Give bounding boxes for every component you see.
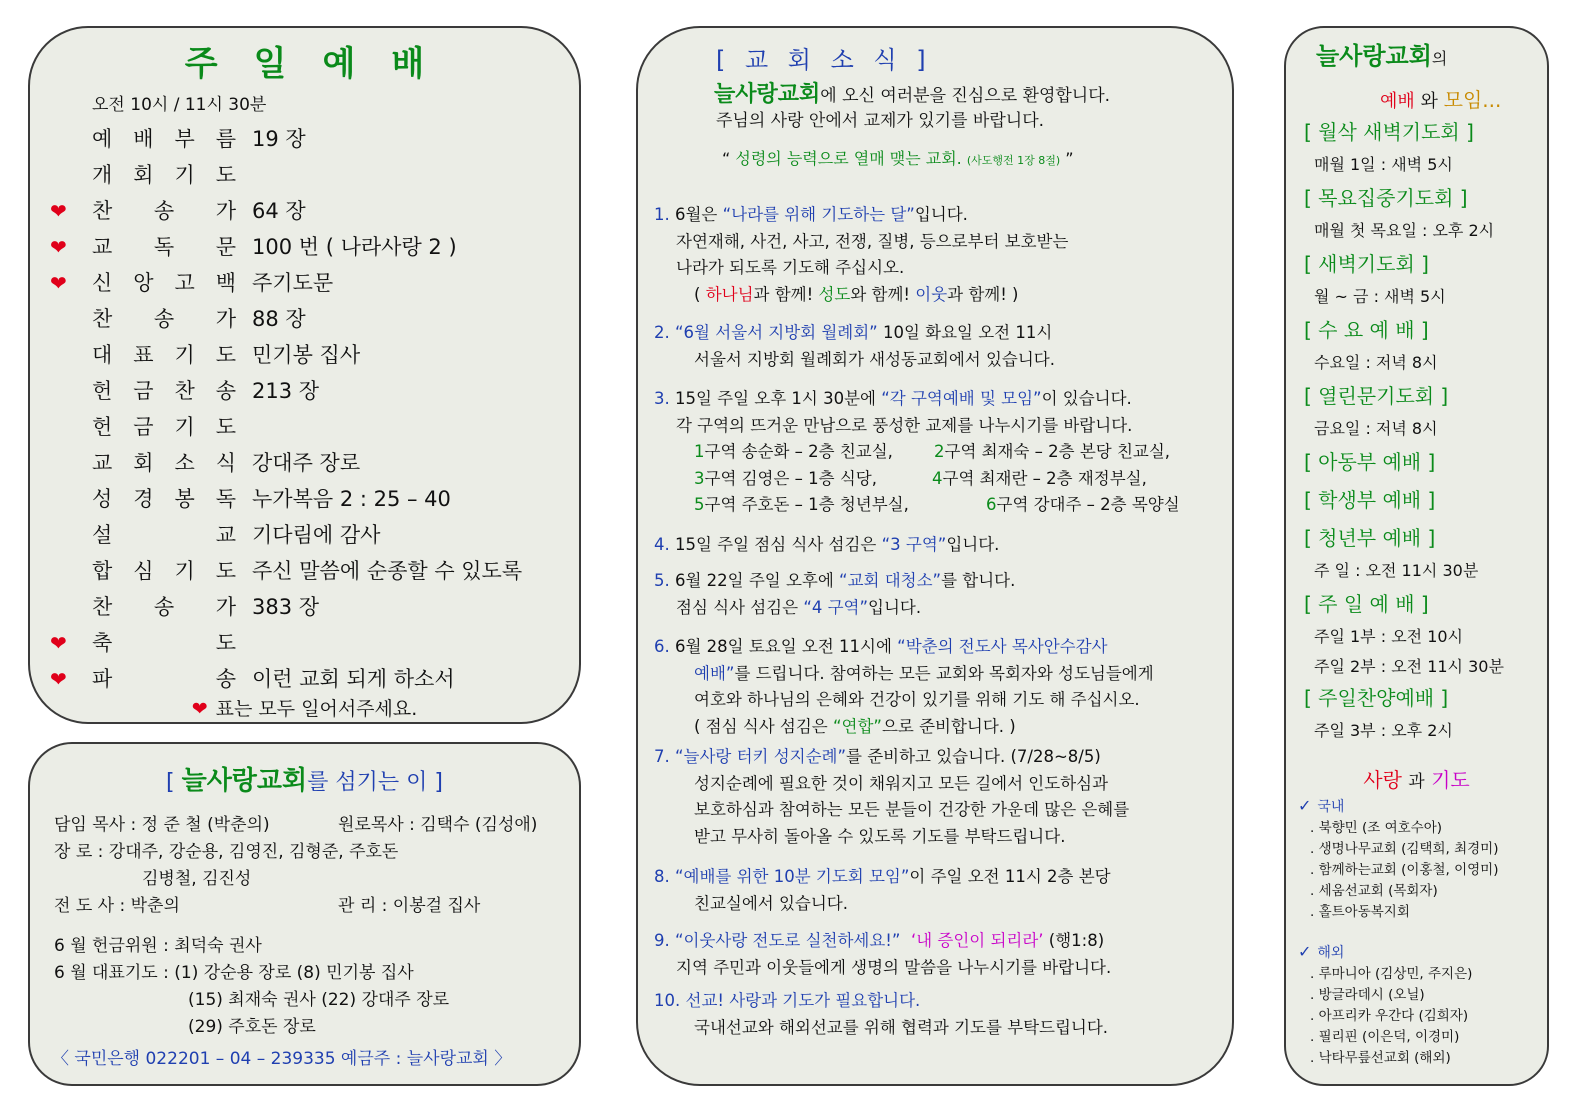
motto-ref: (사도행전 1장 8절) xyxy=(966,154,1061,167)
worship-order-row xyxy=(30,589,579,625)
worship-order-panel xyxy=(28,26,581,724)
meeting-time: 수요일 : 저녁 8시 xyxy=(1314,353,1438,372)
news-highlight: 예배” xyxy=(694,663,735,683)
zone-text: 구역 최재란 – 2층 재정부실, xyxy=(942,468,1147,488)
mission-item: . 함께하는교회 (이홍철, 이영미) xyxy=(1310,862,1499,878)
offering-committee: 6 월 헌금위원 : 최덕숙 권사 xyxy=(54,936,262,956)
heart-icon: ❤ xyxy=(50,199,67,223)
news-text: ( 점심 식사 섬김은 xyxy=(694,716,833,736)
servants-title-post: 를 섬기는 이 ] xyxy=(307,770,443,795)
order-label: 교 회 소 식 xyxy=(92,451,236,475)
heart-icon: ❤ xyxy=(50,667,67,691)
order-value: 민기봉 집사 xyxy=(252,343,361,367)
order-label: 대 표 기 도 xyxy=(92,343,236,367)
worship-order-list xyxy=(30,121,579,697)
manager: 관 리 : 이봉걸 집사 xyxy=(338,896,481,916)
order-value: 누가복음 2 : 25 – 40 xyxy=(252,487,451,511)
elders-line-2: 김병철, 김진성 xyxy=(142,869,252,889)
news-text: 15일 주일 오후 1시 30분에 xyxy=(675,389,882,408)
sub-meeting: 모임... xyxy=(1443,88,1502,112)
news-text: 으로 준비합니다. ) xyxy=(881,716,1016,736)
pray-love: 사랑 xyxy=(1363,768,1402,792)
news-num: 7. xyxy=(654,747,670,766)
order-value: 기다림에 감사 xyxy=(252,523,381,547)
news-text: 자연재해, 사건, 사고, 전쟁, 질병, 등으로부터 보호받는 xyxy=(676,231,1069,251)
worship-time: 오전 10시 / 11시 30분 xyxy=(92,95,267,115)
motto-text: 성령의 능력으로 열매 맺는 교회. xyxy=(735,149,962,168)
worship-order-row xyxy=(30,373,579,409)
meetings-panel xyxy=(1284,26,1549,1086)
check-icon: ✓ xyxy=(1298,796,1312,815)
zone-num: 5 xyxy=(694,495,705,514)
news-text: 친교실에서 있습니다. xyxy=(694,893,848,913)
elder-pastor: 원로목사 : 김택수 (김성애) xyxy=(338,815,538,835)
heart-icon: ❤ xyxy=(50,631,67,655)
news-text: 6월은 xyxy=(675,205,723,224)
order-label: 설 교 xyxy=(92,523,236,547)
overseas-missions xyxy=(1310,964,1472,1069)
news-highlight: “이웃사랑 전도로 실천하세요!” xyxy=(675,931,901,950)
meeting-heading: [ 아동부 예배 ] xyxy=(1304,450,1436,474)
order-label: 헌 금 찬 송 xyxy=(92,379,236,403)
news-text: 보호하심과 참여하는 모든 분들이 건강한 가운데 많은 은혜를 xyxy=(694,800,1130,819)
mission-item: . 생명나무교회 (김택희, 최경미) xyxy=(1310,841,1499,857)
standing-note xyxy=(30,694,579,721)
news-text: 와 함께! xyxy=(850,284,916,304)
meeting-time: 주일 2부 : 오전 11시 30분 xyxy=(1314,657,1504,676)
meeting-heading: [ 주일찬양예배 ] xyxy=(1304,686,1449,710)
bank-account: 〈 국민은행 022201 – 04 – 239335 예금주 : 늘사랑교회 〉 xyxy=(52,1049,512,1069)
news-text: 여호와 하나님의 은혜와 건강이 있기를 위해 기도 해 주십시오. xyxy=(694,690,1140,709)
news-highlight: “박춘의 전도사 목사안수감사 xyxy=(897,637,1108,656)
news-text: 6월 22일 주일 오후에 xyxy=(675,571,840,590)
news-text: 입니다. xyxy=(914,205,968,224)
order-value: 88 장 xyxy=(252,307,306,331)
meetings-brand xyxy=(1316,36,1447,71)
news-item-9 xyxy=(654,928,1111,981)
meeting-heading: [ 주 일 예 배 ] xyxy=(1304,592,1429,616)
order-value: 강대주 장로 xyxy=(252,451,361,475)
news-text: 받고 무사히 돌아올 수 있도록 기도를 부탁드립니다. xyxy=(694,826,1066,846)
worship-order-row xyxy=(30,553,579,589)
order-label: 찬 송 가 xyxy=(92,595,236,619)
meeting-time: 금요일 : 저녁 8시 xyxy=(1314,419,1438,438)
worship-order-row xyxy=(30,517,579,553)
news-highlight: “6월 서울서 지방회 월례회” xyxy=(675,323,878,342)
zone-num: 1 xyxy=(694,442,705,461)
worship-order-row xyxy=(30,157,579,193)
news-text: 15일 주일 점심 식사 섬김은 xyxy=(675,535,882,554)
meeting-time: 주일 3부 : 오후 2시 xyxy=(1314,721,1453,740)
news-num: 8. xyxy=(654,867,670,886)
news-highlight: 이웃 xyxy=(915,284,948,304)
welcome-line-1: 에 오신 여러분을 진심으로 환영합니다. xyxy=(820,86,1111,106)
meetings-brand-suffix: 의 xyxy=(1431,49,1448,68)
news-num: 2. xyxy=(654,323,670,342)
news-item-3 xyxy=(654,386,1180,519)
meeting-heading: [ 학생부 예배 ] xyxy=(1304,488,1436,512)
prayer-line-2: (15) 최재숙 권사 (22) 강대주 장로 xyxy=(188,990,450,1010)
meeting-time: 주일 1부 : 오전 10시 xyxy=(1314,627,1464,646)
servants-title-brand: 늘사랑교회 xyxy=(181,766,308,796)
order-label: 파 송 xyxy=(92,667,236,691)
standing-note-text: 표는 모두 일어서주세요. xyxy=(215,698,418,720)
heart-icon: ❤ xyxy=(50,235,67,259)
worship-order-row xyxy=(30,301,579,337)
zone-num: 6 xyxy=(986,495,997,514)
love-and-prayer-title xyxy=(1286,764,1547,793)
news-highlight: “나라를 위해 기도하는 달” xyxy=(722,205,915,224)
news-num: 10. xyxy=(654,991,681,1010)
worship-order-row xyxy=(30,625,579,661)
mission-item: . 세움선교회 (목회자) xyxy=(1310,883,1438,899)
mission-item: . 아프리카 우간다 (김희자) xyxy=(1310,1008,1469,1024)
news-num: 1. xyxy=(654,205,670,224)
news-text: 성지순례에 필요한 것이 채워지고 모든 길에서 인도하심과 xyxy=(694,773,1109,793)
meetings-brand-text: 늘사랑교회 xyxy=(1316,42,1432,70)
news-text: 점심 식사 섬김은 xyxy=(676,597,804,617)
zone-row-2 xyxy=(654,466,1147,493)
overseas-label xyxy=(1298,942,1344,962)
worship-order-row xyxy=(30,193,579,229)
domestic-missions xyxy=(1310,818,1498,923)
news-highlight: 하나님 xyxy=(705,284,754,304)
welcome-line-2: 주님의 사랑 안에서 교제가 있기를 바랍니다. xyxy=(716,111,1045,131)
servants-title xyxy=(30,760,579,797)
news-title: [ 교 회 소 식 ] xyxy=(716,46,932,74)
meeting-time: 매월 1일 : 새벽 5시 xyxy=(1314,155,1453,174)
news-text: 이 주일 오전 11시 2층 본당 xyxy=(909,867,1111,886)
news-item-2 xyxy=(654,320,1055,373)
worship-order-row xyxy=(30,337,579,373)
zone-num: 3 xyxy=(694,468,705,488)
worship-title: 주일예배 xyxy=(184,44,461,84)
news-item-10 xyxy=(654,988,1108,1041)
news-text: ( xyxy=(694,284,706,304)
news-num: 5. xyxy=(654,571,670,590)
zone-num: 2 xyxy=(934,442,945,461)
sub-worship: 예배 xyxy=(1380,91,1415,112)
servants-panel xyxy=(28,742,581,1086)
news-text: 국내선교와 해외선교를 위해 협력과 기도를 부탁드립니다. xyxy=(694,1017,1109,1037)
news-highlight: “늘사랑 터키 성지순례” xyxy=(675,747,847,766)
mission-item: . 북향민 (조 여호수아) xyxy=(1310,820,1443,836)
mission-item: . 낙타무릎선교회 (해외) xyxy=(1310,1050,1451,1066)
news-item-7 xyxy=(654,744,1129,850)
zone-text: 구역 최재숙 – 2층 본당 친교실, xyxy=(944,442,1171,461)
news-text: 를 드립니다. 참여하는 모든 교회와 목회자와 성도님들에게 xyxy=(734,663,1154,683)
meeting-heading: [ 월삭 새벽기도회 ] xyxy=(1304,120,1474,144)
meeting-heading: [ 청년부 예배 ] xyxy=(1304,526,1436,550)
order-value: 이런 교회 되게 하소서 xyxy=(252,667,455,691)
order-value: 19 장 xyxy=(252,127,306,151)
zone-row-3 xyxy=(654,492,1180,519)
news-text: 를 합니다. xyxy=(941,571,1016,590)
worship-order-row xyxy=(30,229,579,265)
meeting-heading: [ 열린문기도회 ] xyxy=(1304,384,1449,408)
zone-row-1 xyxy=(654,439,1171,466)
meeting-heading: [ 목요집중기도회 ] xyxy=(1304,186,1468,210)
motto-verse: “ 성령의 능력으로 열매 맺는 교회. (사도행전 1장 8절) ” xyxy=(722,149,1074,168)
check-icon: ✓ xyxy=(1298,942,1312,961)
news-highlight: “교회 대청소” xyxy=(839,571,942,590)
domestic-label xyxy=(1298,796,1344,816)
news-text: 이 있습니다. xyxy=(1041,389,1132,408)
welcome-message xyxy=(714,82,1110,134)
order-value: 213 장 xyxy=(252,379,320,403)
news-item-5 xyxy=(654,568,1015,621)
meeting-heading: [ 수 요 예 배 ] xyxy=(1304,318,1429,342)
news-highlight: “각 구역예배 및 모임” xyxy=(881,389,1042,408)
zone-text: 구역 송순화 – 2층 친교실, xyxy=(704,442,893,461)
zone-num: 4 xyxy=(932,468,943,488)
order-label: 신 앙 고 백 xyxy=(92,271,236,295)
order-label: 축 도 xyxy=(92,631,236,655)
news-item-4 xyxy=(654,532,999,559)
news-num: 9. xyxy=(654,931,670,950)
order-value: 100 번 ( 나라사랑 2 ) xyxy=(252,235,457,259)
mission-item: . 필리핀 (이은덕, 이경미) xyxy=(1310,1029,1460,1045)
news-text: 과 함께! ) xyxy=(947,284,1019,304)
order-label: 교 독 문 xyxy=(92,235,236,259)
senior-pastor: 담임 목사 : 정 준 철 (박춘의) xyxy=(54,815,270,835)
worship-order-row xyxy=(30,265,579,301)
news-text: (행1:8) xyxy=(1043,931,1105,950)
news-num: 3. xyxy=(654,389,670,408)
order-label: 찬 송 가 xyxy=(92,307,236,331)
news-item-1 xyxy=(654,202,1068,308)
news-text: 입니다. xyxy=(868,597,922,617)
news-text: 지역 주민과 이웃들에게 생명의 말씀을 나누시기를 바랍니다. xyxy=(676,957,1112,977)
meeting-time: 매월 첫 목요일 : 오후 2시 xyxy=(1314,221,1495,240)
news-text: 과 함께! xyxy=(753,284,819,304)
prayer-line-1: 6 월 대표기도 : (1) 강순용 장로 (8) 민기봉 집사 xyxy=(54,963,414,983)
worship-order-row xyxy=(30,445,579,481)
meeting-time: 월 ~ 금 : 새벽 5시 xyxy=(1314,287,1446,306)
order-label: 성 경 봉 독 xyxy=(92,487,236,511)
overseas-label-text: 해외 xyxy=(1317,945,1345,961)
news-highlight: 선교! 사랑과 기도가 필요합니다. xyxy=(685,991,921,1010)
news-highlight: “예배를 위한 10분 기도회 모임” xyxy=(675,867,910,886)
order-label: 개 회 기 도 xyxy=(92,163,236,187)
meeting-heading: [ 새벽기도회 ] xyxy=(1304,252,1429,276)
news-text: 6월 28일 토요일 오전 11시에 xyxy=(675,637,898,656)
sub-and: 와 xyxy=(1420,91,1438,112)
news-text: 10일 화요일 오전 11시 xyxy=(877,323,1053,342)
news-text: 나라가 되도록 기도해 주십시오. xyxy=(676,258,905,277)
domestic-label-text: 국내 xyxy=(1317,799,1345,815)
evangelist: 전 도 사 : 박춘의 xyxy=(54,896,180,916)
zone-text: 구역 김영은 – 1층 식당, xyxy=(704,468,877,488)
order-value: 64 장 xyxy=(252,199,306,223)
order-label: 예 배 부 름 xyxy=(92,127,236,151)
order-label: 합 심 기 도 xyxy=(92,559,236,583)
news-highlight: “3 구역” xyxy=(881,535,947,554)
news-text: 각 구역의 뜨거운 만남으로 풍성한 교제를 나누시기를 바랍니다. xyxy=(676,415,1133,435)
order-label: 찬 송 가 xyxy=(92,199,236,223)
news-item-8 xyxy=(654,864,1111,917)
heart-icon: ❤ xyxy=(191,698,208,720)
order-value: 383 장 xyxy=(252,595,320,619)
heart-icon: ❤ xyxy=(50,271,67,295)
news-highlight: 성도 xyxy=(818,284,851,304)
news-num: 6. xyxy=(654,637,670,656)
mission-item: . 루마니아 (김상민, 주지은) xyxy=(1310,966,1473,982)
news-item-6 xyxy=(654,634,1154,740)
pray-prayer: 기도 xyxy=(1431,768,1470,792)
order-value: 주신 말씀에 순종할 수 있도록 xyxy=(252,559,523,583)
mission-item: . 홀트아동복지회 xyxy=(1310,904,1410,920)
news-text: 입니다. xyxy=(946,535,1000,554)
news-text xyxy=(654,282,1068,309)
news-num: 4. xyxy=(654,535,670,554)
meeting-time: 주 일 : 오전 11시 30분 xyxy=(1314,561,1479,580)
news-highlight: “연합” xyxy=(833,716,882,736)
worship-order-row xyxy=(30,661,579,697)
worship-order-row xyxy=(30,481,579,517)
servants-title-pre: [ xyxy=(166,770,182,795)
welcome-brand: 늘사랑교회 xyxy=(714,82,821,107)
news-highlight: “4 구역” xyxy=(803,597,869,617)
news-highlight: ‘내 증인이 되리라’ xyxy=(910,931,1044,950)
mission-item: . 방글라데시 (오닐) xyxy=(1310,987,1425,1003)
pray-and: 과 xyxy=(1408,772,1425,792)
prayer-line-3: (29) 주호돈 장로 xyxy=(188,1017,316,1037)
meetings-subtitle xyxy=(1380,84,1501,113)
order-label: 헌 금 기 도 xyxy=(92,415,236,439)
order-value: 주기도문 xyxy=(252,271,334,295)
worship-order-row xyxy=(30,409,579,445)
elders-line-1: 장 로 : 강대주, 강순용, 김영진, 김형준, 주호돈 xyxy=(54,842,399,862)
zone-text: 구역 주호돈 – 1층 청년부실, xyxy=(704,495,909,514)
news-text: 를 준비하고 있습니다. (7/28~8/5) xyxy=(846,747,1101,766)
worship-order-row xyxy=(30,121,579,157)
news-text: 서울서 지방회 월례회가 새성동교회에서 있습니다. xyxy=(694,349,1055,369)
zone-text: 구역 강대주 – 2층 목양실 xyxy=(996,495,1180,514)
church-news-panel xyxy=(636,26,1234,1086)
